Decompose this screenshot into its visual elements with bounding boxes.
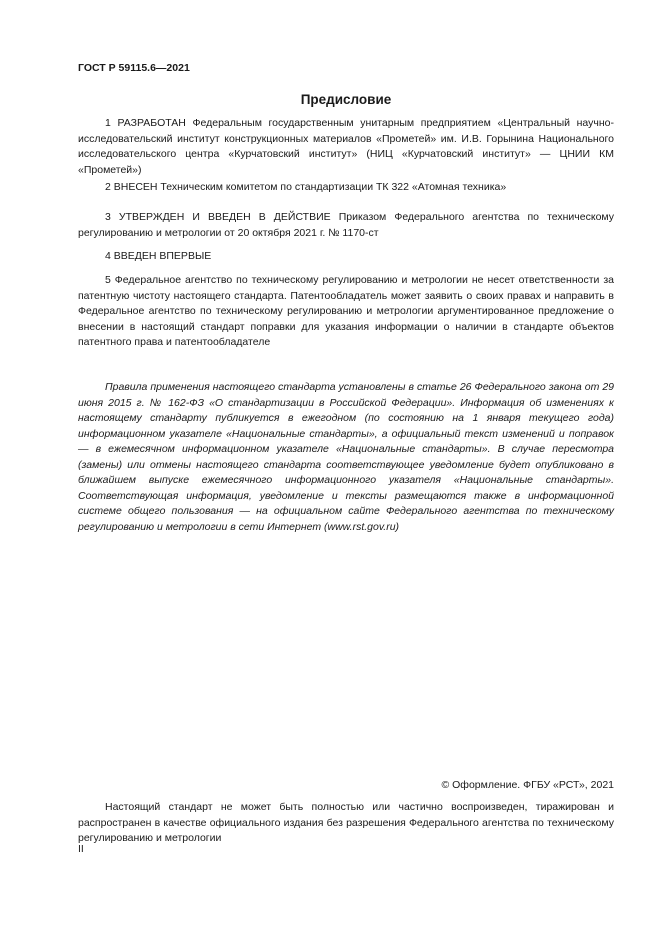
page-header: ГОСТ Р 59115.6—2021 [78, 62, 190, 74]
page-number: II [78, 843, 84, 855]
foreword-item-3: 3 УТВЕРЖДЕН И ВВЕДЕН В ДЕЙСТВИЕ Приказом Федерального агентства по техническому регулированию и метрологии от 20 октября 2021 г. № 1170-ст [78, 211, 614, 239]
copyright-line: © Оформление. ФГБУ «РСТ», 2021 [441, 779, 614, 791]
reproduction-notice: Настоящий стандарт не может быть полностью или частично воспроизведен, тиражирован и распространен в качестве официального издания без разрешения Федерального агентства по техническому регулированию и метрологии [78, 801, 614, 844]
rules-notice: Правила применения настоящего стандарта установлены в статье 26 Федерального закона от 29 июня 2015 г. № 162-ФЗ «О стандартизации в Российской Федерации». Информация об изменениях к настоящему стандарту публикуется в ежегодном (по состоянию на 1 января текущего года) информационном указателе «Национальные стандарты», а официальный текст изменений и поправок — в ежемесячном информационном указателе «Национальные стандарты». В случае пересмотра (замены) или отмены настоящего стандарта соответствующее уведомление будет опубликовано в ближайшем выпуске ежемесячного информационного указателя «Национальные стандарты». Соответствующая информация, уведомление и тексты размещаются также в информационной системе общего пользования — на официальном сайте Федерального агентства по техническому регулированию и метрологии в сети Интернет (www.rst.gov.ru) [78, 381, 614, 533]
foreword-item-2: 2 ВНЕСЕН Техническим комитетом по стандартизации ТК 322 «Атомная техника» [105, 181, 507, 193]
foreword-item-4: 4 ВВЕДЕН ВПЕРВЫЕ [105, 250, 212, 262]
foreword-item-5: 5 Федеральное агентство по техническому регулированию и метрологии не несет ответственности за патентную чистоту настоящего стандарта. Патентообладатель может заявить о своих правах и направить в Федеральное агентство по техническому регулированию и метрологии аргументированное предложение о внесении в настоящий стандарт поправки для указания информации о наличии в стандарте объектов патентного права и патентообладателе [78, 274, 614, 348]
page-title: Предисловие [300, 92, 392, 107]
foreword-item-1: 1 РАЗРАБОТАН Федеральным государственным унитарным предприятием «Центральный научно-исследовательский институт конструкционных материалов «Прометей» им. И.В. Горынина Национального исследовательского центра «Курчатовский институт» (НИЦ «Курчатовский институт» — ЦНИИ КМ «Прометей») [78, 117, 614, 176]
